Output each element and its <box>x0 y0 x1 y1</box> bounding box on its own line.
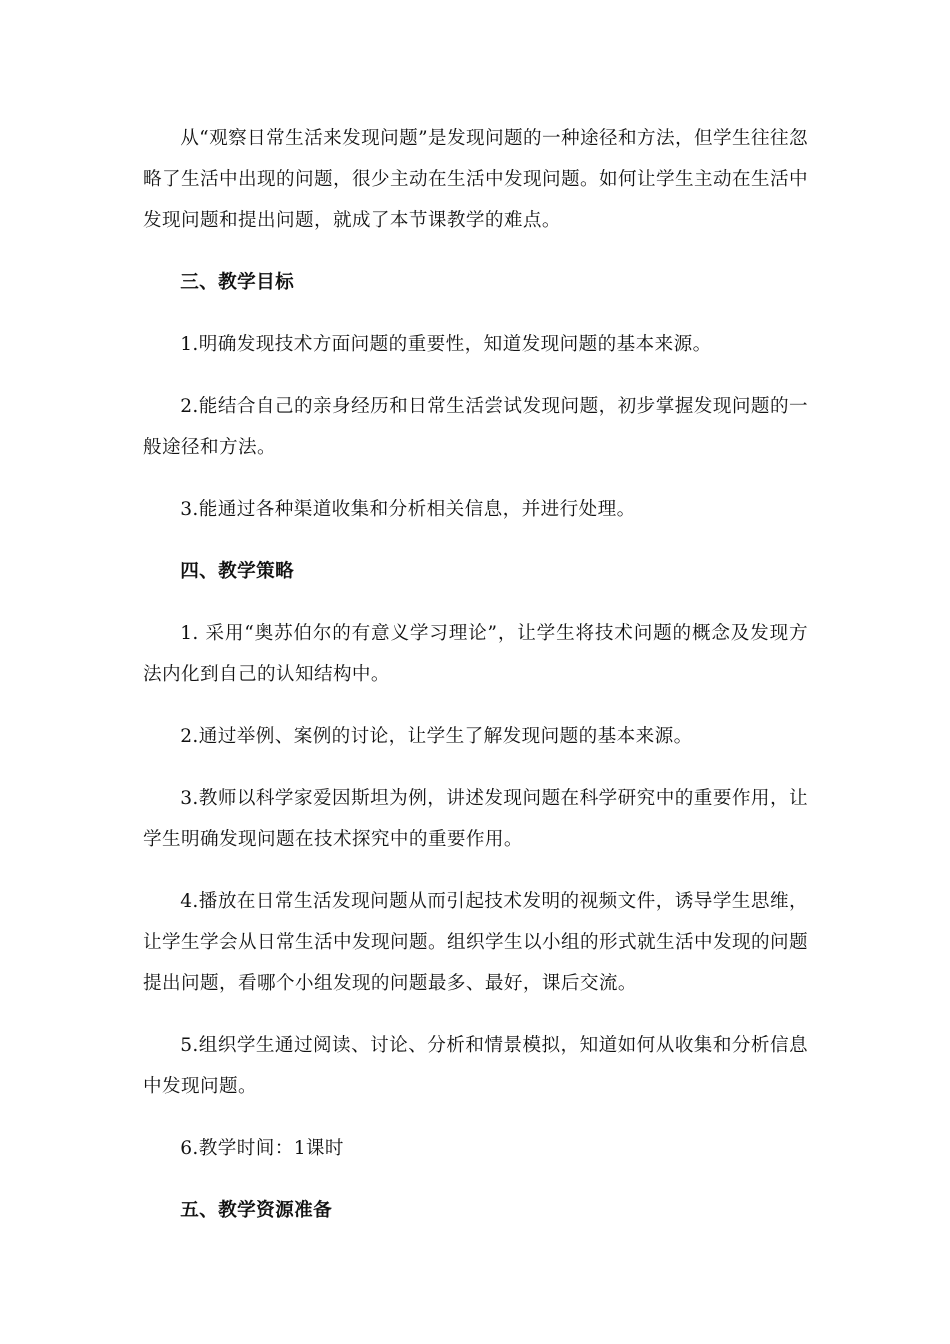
strategy-item-4: 4.播放在日常生活发现问题从而引起技术发明的视频文件，诱导学生思维，让学生学会从日常生活中发现问题。组织学生以小组的形式就生活中发现的问题提出问题，看哪个小组发现的问题最多、最好，课后交流。 <box>143 891 808 994</box>
section-heading-strategy: 四、教学策略 <box>180 561 295 582</box>
objective-item-1: 1.明确发现技术方面问题的重要性，知道发现问题的基本来源。 <box>180 334 712 355</box>
strategy-item-1: 1. 采用“奥苏伯尔的有意义学习理论”，让学生将技术问题的概念及发现方法内化到自己的认知结构中。 <box>143 623 808 685</box>
strategy-item-3: 3.教师以科学家爱因斯坦为例，讲述发现问题在科学研究中的重要作用，让学生明确发现问题在技术探究中的重要作用。 <box>143 788 808 850</box>
objective-item-2: 2.能结合自己的亲身经历和日常生活尝试发现问题，初步掌握发现问题的一般途径和方法。 <box>143 396 808 458</box>
strategy-item-2: 2.通过举例、案例的讨论，让学生了解发现问题的基本来源。 <box>180 726 693 747</box>
section-heading-resources: 五、教学资源准备 <box>180 1200 333 1221</box>
intro-paragraph: 从“观察日常生活来发现问题”是发现问题的一种途径和方法，但学生往往忽略了生活中出现的问题，很少主动在生活中发现问题。如何让学生主动在生活中发现问题和提出问题，就成了本节课教学的难点。 <box>143 128 808 231</box>
strategy-item-5: 5.组织学生通过阅读、讨论、分析和情景模拟，知道如何从收集和分析信息中发现问题。 <box>143 1035 808 1097</box>
document-body <box>143 118 808 1231</box>
objective-item-3: 3.能通过各种渠道收集和分析相关信息，并进行处理。 <box>180 499 636 520</box>
strategy-item-6: 6.教学时间：1课时 <box>180 1138 344 1159</box>
section-heading-objectives: 三、教学目标 <box>180 272 295 293</box>
